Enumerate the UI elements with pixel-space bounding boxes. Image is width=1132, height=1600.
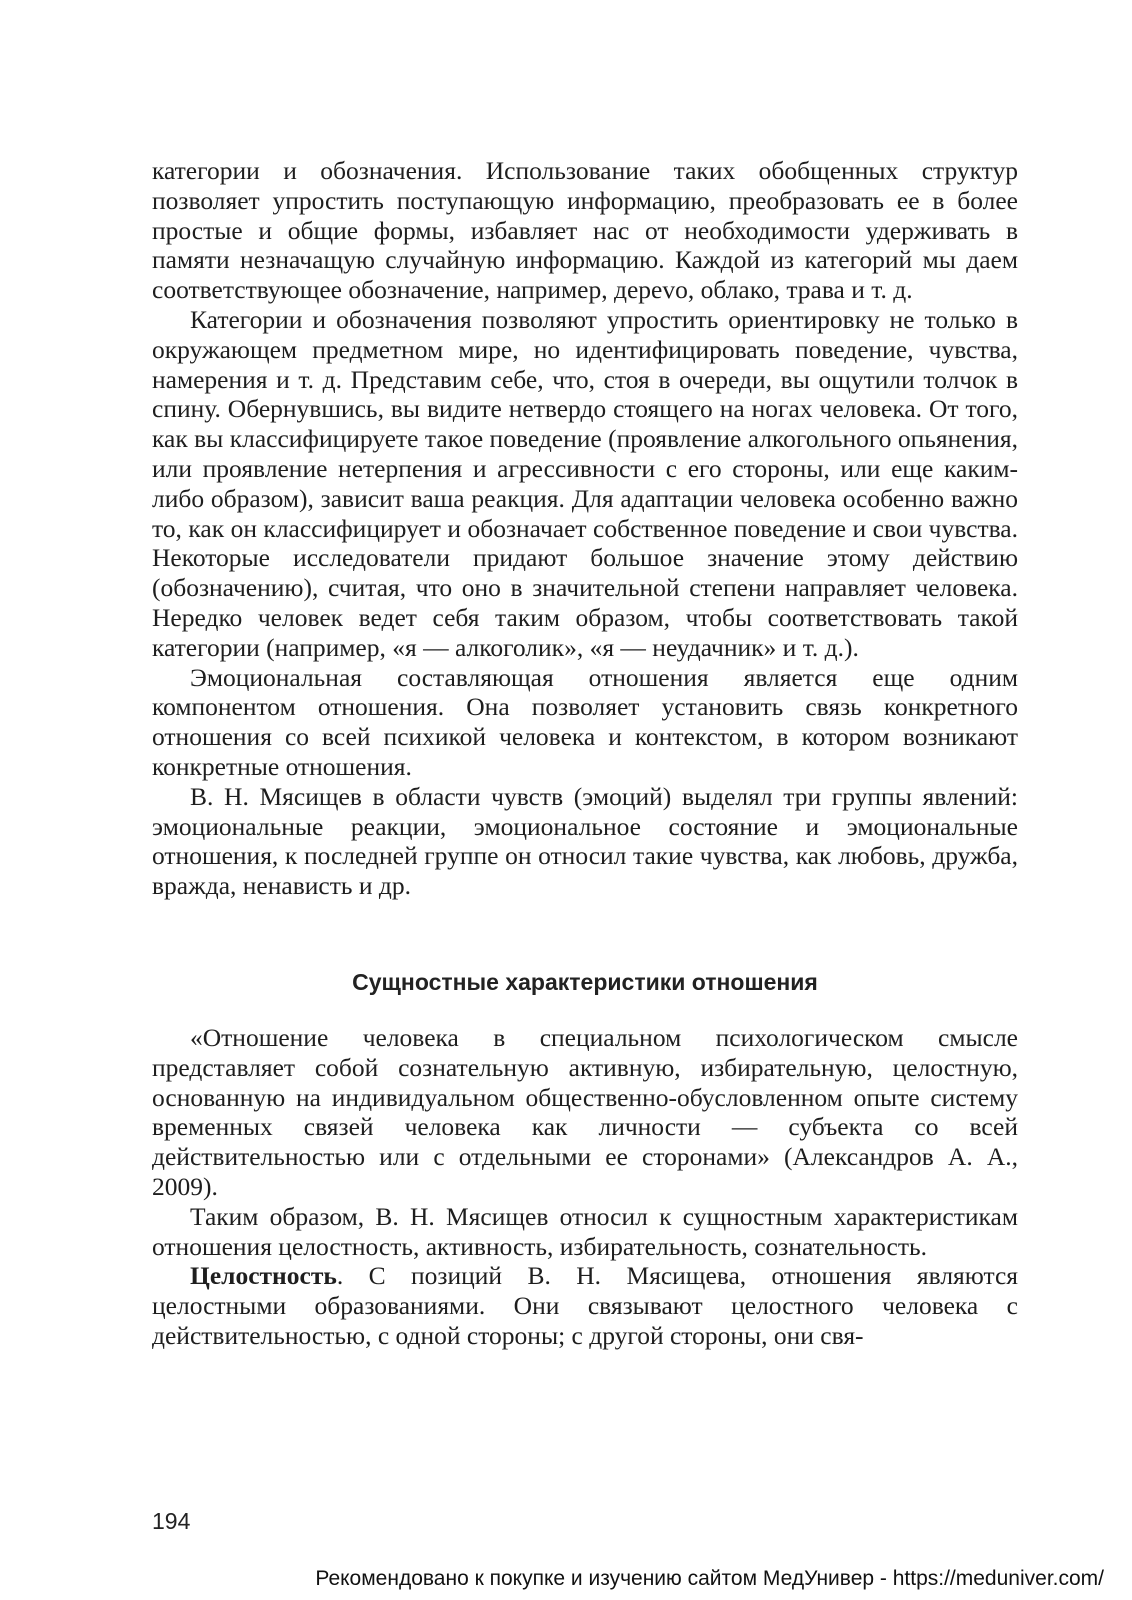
paragraph: «Отношение человека в специальном психологическом смысле представляет собой сознательную активную, избирательную, целостную, основанную на индивидуальном общественно-обусловленном опыте систему временных связей человека как личности — субъекта со всей действительностью или с отдельными ее сторонами» (Александров А. А., 2009). (152, 1022, 1018, 1201)
paragraph: Эмоциональная составляющая отношения является еще одним компонентом отношения. Она позволяет установить связь конкретного отношения со всей психикой человека и контекстом, в котором возникают конкретные отношения. (152, 662, 1018, 781)
paragraph: В. Н. Мясищев в области чувств (эмоций) выделял три группы явлений: эмоциональные реакции, эмоциональное состояние и эмоциональные отношения, к последней группе он относил такие чувства, как любовь, дружба, вражда, ненависть и др. (152, 781, 1018, 901)
term-integrity: Целостность (190, 1261, 337, 1291)
body-text-section (152, 1023, 1018, 1351)
body-text-top (152, 156, 1018, 901)
page-content (152, 156, 1018, 1351)
page-number: 194 (152, 1508, 191, 1534)
paragraph: Таким образом, В. Н. Мясищев относил к сущностным характеристикам отношения целостность, активность, избирательность, сознательность. (152, 1201, 1018, 1261)
paragraph-integrity-text: . С позиций В. Н. Мясищева, отношения являются целостными образованиями. Они связывают целостного человека с действительностью, с одной стороны; с другой стороны, они свя- (152, 1261, 1018, 1350)
section-heading: Сущностные характеристики отношения (352, 968, 818, 995)
paragraph-integrity (152, 1261, 1018, 1350)
paragraph: категории и обозначения. Использование таких обобщенных структур позволяет упростить поступающую информацию, преобразовать ее в более простые и общие формы, избавляет нас от необходимости удерживать в памяти незначащую случайную информацию. Каждой из категорий мы даем соответствующее обозначение, например, дереvo, облако, трава и т. д. (152, 156, 1018, 305)
footer-recommendation: Рекомендовано к покупке и изучению сайтом МедУнивер - https://meduniver.com/ (315, 1567, 1104, 1590)
paragraph: Категории и обозначения позволяют упростить ориентировку не только в окружающем предметном мире, но идентифицировать поведение, чувства, намерения и т. д. Представим себе, что, стоя в очереди, вы ощутили толчок в спину. Обернувшись, вы видите нетвердо стоящего на ногах человека. От того, как вы классифицируете такое поведение (проявление алкогольного опьянения, или проявление нетерпения и агрессивности с его стороны, или еще каким-либо образом), зависит ваша реакция. Для адаптации человека особенно важно то, как он классифицирует и обозначает собственное поведение и свои чувства. Некоторые исследователи придают большое значение этому действию (обозначению), считая, что оно в значительной степени направляет человека. Нередко человек ведет себя таким образом, чтобы соответствовать такой категории (например, «я — алкоголик», «я — неудачник» и т. д.). (152, 304, 1018, 662)
